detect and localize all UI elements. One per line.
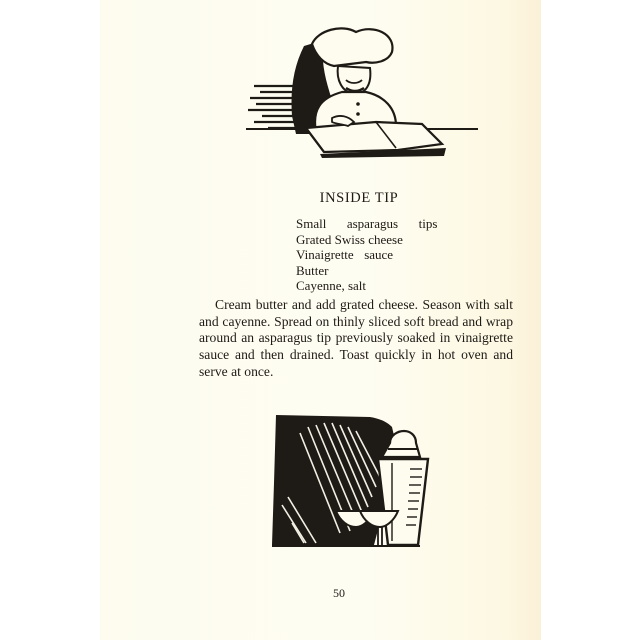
ingredient-item: Grated Swiss cheese xyxy=(296,231,403,247)
method-paragraph: Cream butter and add grated cheese. Season with salt and cayenne. Spread on thinly sliced soft bread and wrap around an asparagus tip previously soaked in vinaigrette sauce and then drained. Toast quickly in hot oven and serve at once. xyxy=(199,297,513,379)
chef-reading-book-icon xyxy=(246,26,478,160)
recipe-title: INSIDE TIP xyxy=(319,190,399,206)
ingredient-item: Vinaigrette sauce xyxy=(296,247,394,262)
cocktail-shaker-icon xyxy=(270,413,440,557)
ingredient-item: Cayenne, salt xyxy=(296,278,367,293)
ingredient-list xyxy=(296,216,437,294)
recipe-method xyxy=(199,297,513,381)
page-number: 50 xyxy=(333,586,345,600)
ingredient-item: Small asparagus tips xyxy=(296,216,438,231)
ingredient-item: Butter xyxy=(296,262,329,278)
